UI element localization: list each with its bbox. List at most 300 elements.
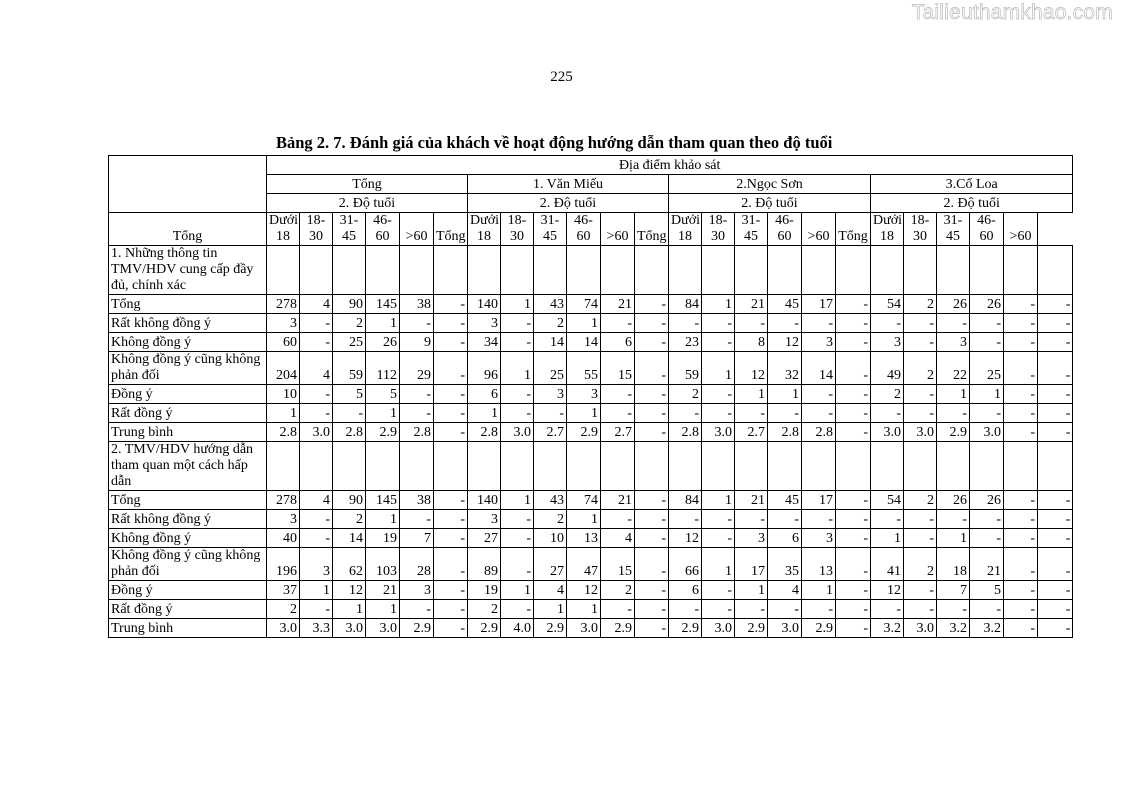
value-cell: 54 bbox=[871, 491, 904, 510]
value-cell: - bbox=[1004, 295, 1038, 314]
row-label: Rất đồng ý bbox=[109, 600, 267, 619]
table-row bbox=[109, 600, 1073, 619]
value-cell: 1 bbox=[534, 600, 567, 619]
value-cell: 7 bbox=[937, 581, 970, 600]
value-cell: - bbox=[937, 314, 970, 333]
value-cell: 29 bbox=[400, 352, 434, 385]
value-cell: 35 bbox=[768, 548, 802, 581]
column-header: Dưới 18 bbox=[871, 213, 904, 246]
value-cell: - bbox=[970, 510, 1004, 529]
table-row bbox=[109, 295, 1073, 314]
value-cell: - bbox=[1038, 600, 1073, 619]
value-cell: 3 bbox=[871, 333, 904, 352]
value-cell: 84 bbox=[669, 295, 702, 314]
value-cell: - bbox=[871, 510, 904, 529]
value-cell: 1 bbox=[333, 600, 366, 619]
location-header-co-loa: 3.Cổ Loa bbox=[871, 175, 1073, 194]
value-cell: 3 bbox=[300, 548, 333, 581]
value-cell: 145 bbox=[366, 491, 400, 510]
column-header: 31-45 bbox=[333, 213, 366, 246]
column-header: Dưới 18 bbox=[267, 213, 300, 246]
value-cell: 1 bbox=[735, 385, 768, 404]
value-cell: 278 bbox=[267, 295, 300, 314]
value-cell: 21 bbox=[601, 491, 635, 510]
value-cell: - bbox=[702, 510, 735, 529]
column-header: 46-60 bbox=[567, 213, 601, 246]
row-label: Không đồng ý bbox=[109, 333, 267, 352]
value-cell: 43 bbox=[534, 491, 567, 510]
empty-cell bbox=[601, 246, 635, 295]
location-header-ngoc-son: 2.Ngọc Sơn bbox=[669, 175, 871, 194]
value-cell: 3 bbox=[937, 333, 970, 352]
value-cell: - bbox=[836, 385, 871, 404]
value-cell: 3.3 bbox=[300, 619, 333, 638]
column-header: 18-30 bbox=[904, 213, 937, 246]
row-label: Đồng ý bbox=[109, 385, 267, 404]
value-cell: 3 bbox=[802, 333, 836, 352]
value-cell: 26 bbox=[366, 333, 400, 352]
value-cell: 2 bbox=[333, 314, 366, 333]
row-label: Rất không đồng ý bbox=[109, 510, 267, 529]
value-cell: 6 bbox=[768, 529, 802, 548]
value-cell: 21 bbox=[735, 491, 768, 510]
value-cell: 1 bbox=[501, 491, 534, 510]
value-cell: 3.0 bbox=[333, 619, 366, 638]
value-cell: 19 bbox=[468, 581, 501, 600]
value-cell: - bbox=[702, 404, 735, 423]
value-cell: - bbox=[836, 333, 871, 352]
value-cell: - bbox=[836, 491, 871, 510]
value-cell: 4 bbox=[768, 581, 802, 600]
table-row bbox=[109, 581, 1073, 600]
data-table bbox=[108, 155, 1073, 638]
value-cell: 1 bbox=[300, 581, 333, 600]
value-cell: 32 bbox=[768, 352, 802, 385]
value-cell: - bbox=[635, 314, 669, 333]
value-cell: - bbox=[635, 352, 669, 385]
value-cell: - bbox=[434, 352, 468, 385]
value-cell: 1 bbox=[267, 404, 300, 423]
value-cell: - bbox=[1038, 581, 1073, 600]
value-cell: 41 bbox=[871, 548, 904, 581]
value-cell: - bbox=[1038, 423, 1073, 442]
empty-cell bbox=[904, 246, 937, 295]
value-cell: 1 bbox=[702, 352, 735, 385]
value-cell: 2.8 bbox=[267, 423, 300, 442]
value-cell: - bbox=[333, 404, 366, 423]
value-cell: 90 bbox=[333, 491, 366, 510]
empty-cell bbox=[735, 442, 768, 491]
empty-cell bbox=[267, 246, 300, 295]
value-cell: 1 bbox=[366, 314, 400, 333]
empty-cell bbox=[366, 246, 400, 295]
value-cell: - bbox=[601, 600, 635, 619]
value-cell: 3.0 bbox=[702, 619, 735, 638]
empty-cell bbox=[300, 442, 333, 491]
value-cell: - bbox=[300, 600, 333, 619]
empty-cell bbox=[468, 442, 501, 491]
value-cell: 2 bbox=[333, 510, 366, 529]
empty-cell bbox=[768, 442, 802, 491]
section-title: 1. Những thông tin TMV/HDV cung cấp đầy đủ, chính xác bbox=[109, 246, 267, 295]
value-cell: - bbox=[768, 600, 802, 619]
value-cell: - bbox=[1004, 529, 1038, 548]
value-cell: - bbox=[904, 333, 937, 352]
value-cell: 62 bbox=[333, 548, 366, 581]
value-cell: - bbox=[904, 581, 937, 600]
value-cell: 4 bbox=[300, 295, 333, 314]
value-cell: 3 bbox=[468, 510, 501, 529]
value-cell: 19 bbox=[366, 529, 400, 548]
value-cell: - bbox=[836, 581, 871, 600]
value-cell: - bbox=[400, 510, 434, 529]
empty-cell bbox=[669, 246, 702, 295]
column-header: >60 bbox=[400, 213, 434, 246]
value-cell: - bbox=[735, 404, 768, 423]
value-cell: 8 bbox=[735, 333, 768, 352]
value-cell: - bbox=[434, 491, 468, 510]
value-cell: - bbox=[836, 423, 871, 442]
value-cell: 1 bbox=[702, 548, 735, 581]
section-row bbox=[109, 442, 1073, 491]
value-cell: - bbox=[669, 314, 702, 333]
value-cell: 3.0 bbox=[501, 423, 534, 442]
table-title: Bảng 2. 7. Đánh giá của khách về hoạt động hướng dẫn tham quan theo độ tuổi bbox=[276, 133, 833, 152]
value-cell: - bbox=[1038, 510, 1073, 529]
value-cell: - bbox=[871, 314, 904, 333]
value-cell: - bbox=[1038, 491, 1073, 510]
value-cell: - bbox=[601, 385, 635, 404]
value-cell: - bbox=[937, 404, 970, 423]
value-cell: 17 bbox=[802, 295, 836, 314]
value-cell: - bbox=[635, 529, 669, 548]
value-cell: - bbox=[434, 581, 468, 600]
value-cell: 3.0 bbox=[904, 619, 937, 638]
value-cell: 3.2 bbox=[937, 619, 970, 638]
value-cell: - bbox=[501, 510, 534, 529]
row-label: Tổng bbox=[109, 491, 267, 510]
value-cell: 3 bbox=[534, 385, 567, 404]
value-cell: - bbox=[635, 404, 669, 423]
value-cell: 1 bbox=[735, 581, 768, 600]
value-cell: - bbox=[802, 314, 836, 333]
empty-cell bbox=[300, 246, 333, 295]
empty-cell bbox=[1038, 442, 1073, 491]
value-cell: - bbox=[635, 548, 669, 581]
value-cell: - bbox=[601, 314, 635, 333]
value-cell: - bbox=[434, 423, 468, 442]
value-cell: 90 bbox=[333, 295, 366, 314]
empty-cell bbox=[501, 246, 534, 295]
value-cell: - bbox=[1038, 295, 1073, 314]
value-cell: 1 bbox=[366, 600, 400, 619]
row-label: Rất đồng ý bbox=[109, 404, 267, 423]
value-cell: 5 bbox=[366, 385, 400, 404]
value-cell: 2.7 bbox=[601, 423, 635, 442]
value-cell: - bbox=[735, 314, 768, 333]
value-cell: 1 bbox=[768, 385, 802, 404]
value-cell: - bbox=[1004, 600, 1038, 619]
value-cell: 45 bbox=[768, 491, 802, 510]
table-row bbox=[109, 619, 1073, 638]
empty-cell bbox=[802, 246, 836, 295]
age-group-header: 2. Độ tuổi bbox=[871, 194, 1073, 213]
value-cell: - bbox=[702, 385, 735, 404]
value-cell: - bbox=[669, 510, 702, 529]
empty-cell bbox=[534, 442, 567, 491]
value-cell: - bbox=[635, 581, 669, 600]
value-cell: 89 bbox=[468, 548, 501, 581]
value-cell: 112 bbox=[366, 352, 400, 385]
empty-cell bbox=[904, 442, 937, 491]
value-cell: 2.9 bbox=[937, 423, 970, 442]
value-cell: - bbox=[836, 404, 871, 423]
value-cell: 59 bbox=[333, 352, 366, 385]
value-cell: 15 bbox=[601, 352, 635, 385]
value-cell: 2.9 bbox=[735, 619, 768, 638]
value-cell: 7 bbox=[400, 529, 434, 548]
column-header: Tổng bbox=[434, 213, 468, 246]
value-cell: 17 bbox=[802, 491, 836, 510]
value-cell: - bbox=[1004, 491, 1038, 510]
corner-cell bbox=[109, 156, 267, 213]
value-cell: 1 bbox=[970, 385, 1004, 404]
value-cell: 1 bbox=[802, 581, 836, 600]
value-cell: 12 bbox=[768, 333, 802, 352]
value-cell: - bbox=[1038, 333, 1073, 352]
empty-cell bbox=[501, 442, 534, 491]
value-cell: - bbox=[970, 529, 1004, 548]
value-cell: 1 bbox=[567, 404, 601, 423]
value-cell: 3.0 bbox=[970, 423, 1004, 442]
value-cell: 2 bbox=[669, 385, 702, 404]
column-header: Dưới 18 bbox=[468, 213, 501, 246]
header-row-survey bbox=[109, 156, 1073, 175]
value-cell: - bbox=[836, 510, 871, 529]
value-cell: 26 bbox=[970, 295, 1004, 314]
value-cell: 43 bbox=[534, 295, 567, 314]
empty-cell bbox=[635, 442, 669, 491]
empty-cell bbox=[400, 246, 434, 295]
value-cell: - bbox=[702, 600, 735, 619]
row-label: Không đồng ý cũng không phản đối bbox=[109, 352, 267, 385]
value-cell: 2.9 bbox=[669, 619, 702, 638]
value-cell: 1 bbox=[871, 529, 904, 548]
value-cell: 1 bbox=[366, 510, 400, 529]
value-cell: - bbox=[434, 548, 468, 581]
value-cell: - bbox=[836, 529, 871, 548]
value-cell: 49 bbox=[871, 352, 904, 385]
value-cell: - bbox=[1038, 404, 1073, 423]
value-cell: 21 bbox=[735, 295, 768, 314]
empty-cell bbox=[468, 246, 501, 295]
value-cell: - bbox=[871, 404, 904, 423]
value-cell: 2.8 bbox=[400, 423, 434, 442]
age-group-header: 2. Độ tuổi bbox=[669, 194, 871, 213]
column-header: 31-45 bbox=[735, 213, 768, 246]
value-cell: 1 bbox=[567, 314, 601, 333]
value-cell: 1 bbox=[501, 352, 534, 385]
column-header: 31-45 bbox=[937, 213, 970, 246]
value-cell: 3 bbox=[400, 581, 434, 600]
value-cell: - bbox=[601, 404, 635, 423]
row-label: Trung bình bbox=[109, 619, 267, 638]
table-row bbox=[109, 404, 1073, 423]
value-cell: 3 bbox=[267, 510, 300, 529]
column-header: 18-30 bbox=[300, 213, 333, 246]
empty-cell bbox=[871, 442, 904, 491]
value-cell: 84 bbox=[669, 491, 702, 510]
column-header: Tổng bbox=[635, 213, 669, 246]
value-cell: 66 bbox=[669, 548, 702, 581]
value-cell: - bbox=[768, 404, 802, 423]
age-group-header: 2. Độ tuổi bbox=[267, 194, 468, 213]
value-cell: - bbox=[1038, 352, 1073, 385]
row-label: Trung bình bbox=[109, 423, 267, 442]
empty-cell bbox=[836, 246, 871, 295]
value-cell: 14 bbox=[333, 529, 366, 548]
value-cell: - bbox=[400, 404, 434, 423]
value-cell: - bbox=[669, 600, 702, 619]
table-row bbox=[109, 548, 1073, 581]
value-cell: 59 bbox=[669, 352, 702, 385]
value-cell: 1 bbox=[567, 510, 601, 529]
value-cell: - bbox=[802, 600, 836, 619]
empty-cell bbox=[333, 246, 366, 295]
value-cell: - bbox=[1038, 385, 1073, 404]
value-cell: 2.9 bbox=[468, 619, 501, 638]
value-cell: - bbox=[1004, 548, 1038, 581]
value-cell: 47 bbox=[567, 548, 601, 581]
empty-cell bbox=[1004, 442, 1038, 491]
empty-cell bbox=[567, 246, 601, 295]
table-row bbox=[109, 352, 1073, 385]
value-cell: - bbox=[937, 600, 970, 619]
value-cell: - bbox=[768, 314, 802, 333]
value-cell: 2 bbox=[534, 510, 567, 529]
value-cell: - bbox=[635, 510, 669, 529]
value-cell: - bbox=[300, 510, 333, 529]
value-cell: - bbox=[434, 600, 468, 619]
empty-cell bbox=[534, 246, 567, 295]
value-cell: - bbox=[802, 510, 836, 529]
value-cell: 2.9 bbox=[400, 619, 434, 638]
value-cell: 25 bbox=[970, 352, 1004, 385]
value-cell: 3 bbox=[567, 385, 601, 404]
value-cell: - bbox=[904, 600, 937, 619]
value-cell: - bbox=[802, 404, 836, 423]
value-cell: - bbox=[635, 619, 669, 638]
value-cell: 74 bbox=[567, 295, 601, 314]
value-cell: - bbox=[501, 385, 534, 404]
value-cell: 60 bbox=[267, 333, 300, 352]
value-cell: 21 bbox=[601, 295, 635, 314]
value-cell: - bbox=[434, 510, 468, 529]
value-cell: 2.9 bbox=[567, 423, 601, 442]
value-cell: 3.0 bbox=[871, 423, 904, 442]
column-header: 18-30 bbox=[702, 213, 735, 246]
value-cell: - bbox=[702, 581, 735, 600]
value-cell: 17 bbox=[735, 548, 768, 581]
column-header: >60 bbox=[601, 213, 635, 246]
value-cell: 1 bbox=[937, 385, 970, 404]
value-cell: 25 bbox=[534, 352, 567, 385]
value-cell: 5 bbox=[333, 385, 366, 404]
value-cell: 3.2 bbox=[970, 619, 1004, 638]
empty-cell bbox=[735, 246, 768, 295]
value-cell: 26 bbox=[937, 295, 970, 314]
empty-cell bbox=[601, 442, 635, 491]
value-cell: - bbox=[702, 333, 735, 352]
value-cell: 196 bbox=[267, 548, 300, 581]
empty-cell bbox=[366, 442, 400, 491]
table-row bbox=[109, 491, 1073, 510]
value-cell: - bbox=[669, 404, 702, 423]
table-row bbox=[109, 314, 1073, 333]
value-cell: 14 bbox=[567, 333, 601, 352]
value-cell: - bbox=[300, 314, 333, 333]
section-title: 2. TMV/HDV hướng dẫn tham quan một cách hấp dẫn bbox=[109, 442, 267, 491]
value-cell: - bbox=[836, 548, 871, 581]
value-cell: 2.8 bbox=[768, 423, 802, 442]
value-cell: 26 bbox=[937, 491, 970, 510]
value-cell: 2.7 bbox=[735, 423, 768, 442]
value-cell: 9 bbox=[400, 333, 434, 352]
value-cell: 2 bbox=[601, 581, 635, 600]
value-cell: 140 bbox=[468, 491, 501, 510]
value-cell: 2.9 bbox=[366, 423, 400, 442]
column-header: Dưới 18 bbox=[669, 213, 702, 246]
value-cell: - bbox=[836, 352, 871, 385]
survey-header: Địa điểm khảo sát bbox=[267, 156, 1073, 175]
value-cell: 15 bbox=[601, 548, 635, 581]
empty-cell bbox=[768, 246, 802, 295]
row-label: Không đồng ý bbox=[109, 529, 267, 548]
value-cell: - bbox=[1004, 619, 1038, 638]
value-cell: - bbox=[1038, 548, 1073, 581]
value-cell: - bbox=[400, 314, 434, 333]
value-cell: - bbox=[1004, 314, 1038, 333]
empty-cell bbox=[267, 442, 300, 491]
value-cell: - bbox=[1004, 423, 1038, 442]
value-cell: 3.0 bbox=[702, 423, 735, 442]
value-cell: 3 bbox=[267, 314, 300, 333]
value-cell: 5 bbox=[970, 581, 1004, 600]
empty-cell bbox=[802, 442, 836, 491]
value-cell: - bbox=[300, 333, 333, 352]
table-row bbox=[109, 385, 1073, 404]
value-cell: - bbox=[434, 295, 468, 314]
value-cell: 3.0 bbox=[768, 619, 802, 638]
value-cell: 4 bbox=[534, 581, 567, 600]
value-cell: 1 bbox=[501, 581, 534, 600]
age-group-header: 2. Độ tuổi bbox=[468, 194, 669, 213]
value-cell: - bbox=[1038, 619, 1073, 638]
value-cell: - bbox=[300, 404, 333, 423]
value-cell: - bbox=[635, 385, 669, 404]
value-cell: 26 bbox=[970, 491, 1004, 510]
value-cell: 23 bbox=[669, 333, 702, 352]
value-cell: - bbox=[937, 510, 970, 529]
value-cell: 2.8 bbox=[468, 423, 501, 442]
value-cell: 96 bbox=[468, 352, 501, 385]
column-header: >60 bbox=[802, 213, 836, 246]
value-cell: 103 bbox=[366, 548, 400, 581]
column-header: 46-60 bbox=[970, 213, 1004, 246]
value-cell: - bbox=[434, 314, 468, 333]
empty-cell bbox=[434, 246, 468, 295]
value-cell: 3.0 bbox=[366, 619, 400, 638]
